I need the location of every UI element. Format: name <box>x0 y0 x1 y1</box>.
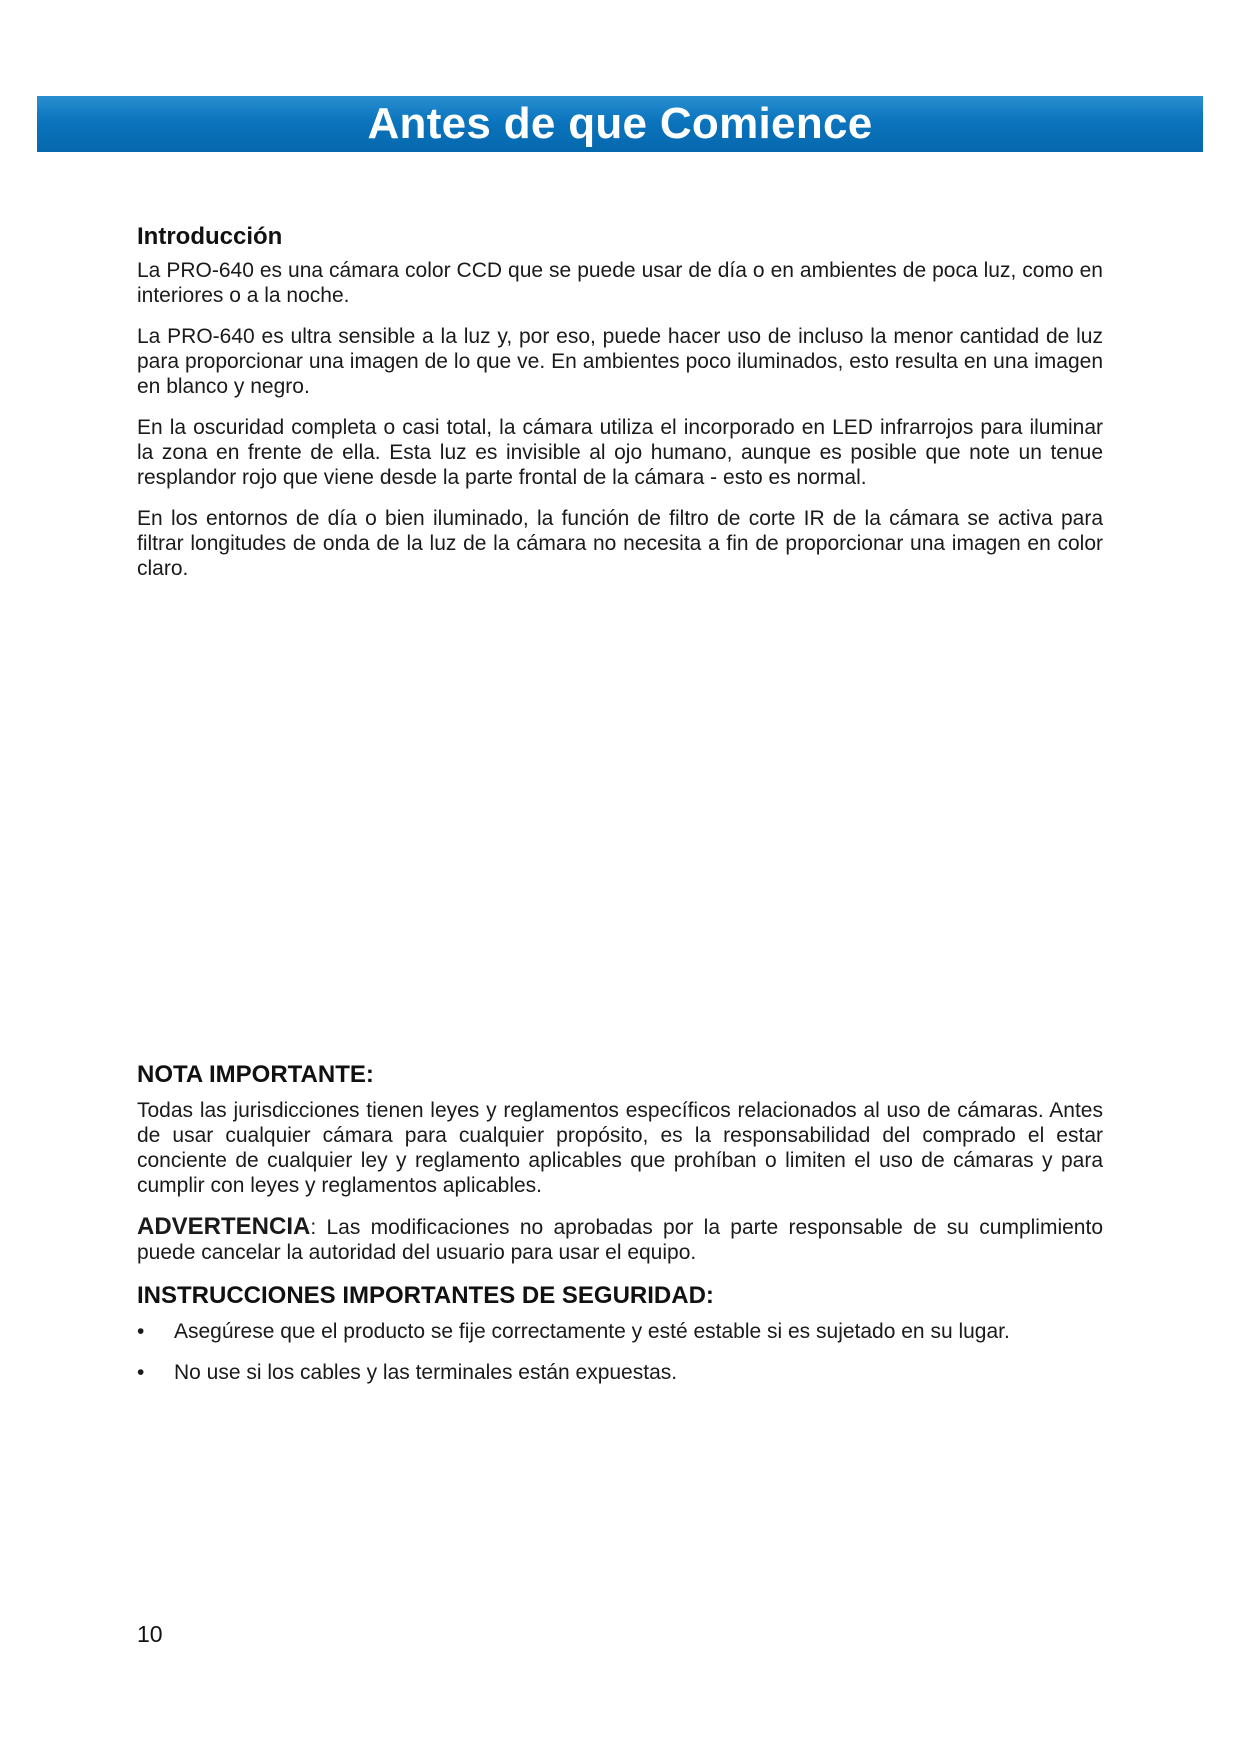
safety-list <box>137 1319 1103 1385</box>
notice-section <box>137 1060 1103 1401</box>
intro-paragraph-3: En la oscuridad completa o casi total, la cámara utiliza el incorporado en LED infrarrojos para iluminar la zona en frente de ella. Esta luz es invisible al ojo humano, aunque es posible que note un tenue resplandor rojo que viene desde la parte frontal de la cámara - esto es normal. <box>137 416 1103 489</box>
title-banner <box>37 96 1203 152</box>
warning-label: ADVERTENCIA <box>137 1213 311 1240</box>
list-item <box>137 1319 1103 1344</box>
warning-text: : Las modificaciones no aprobadas por la parte responsable de su cumplimiento puede cancelar la autoridad del usuario para usar el equipo. <box>137 1216 1103 1264</box>
safety-item-2: No use si los cables y las terminales están expuestas. <box>174 1361 678 1384</box>
page-title: Antes de que Comience <box>367 99 873 148</box>
list-item <box>137 1360 1103 1385</box>
bullet-icon: • <box>137 1320 145 1343</box>
bullet-icon: • <box>137 1361 145 1384</box>
warning-paragraph <box>137 1214 1103 1265</box>
intro-paragraph-4: En los entornos de día o bien iluminado, la función de filtro de corte IR de la cámara se activa para filtrar longitudes de onda de la luz de la cámara no necesita a fin de proporcionar una imagen en color claro. <box>137 507 1103 580</box>
nota-heading: NOTA IMPORTANTE: <box>137 1061 374 1088</box>
safety-item-1: Asegúrese que el producto se fije correctamente y esté estable si es sujetado en su lugar. <box>174 1320 1010 1343</box>
intro-heading: Introducción <box>137 223 283 250</box>
intro-paragraph-1: La PRO-640 es una cámara color CCD que se puede usar de día o en ambientes de poca luz, como en interiores o a la noche. <box>137 259 1103 307</box>
intro-paragraph-2: La PRO-640 es ultra sensible a la luz y, por eso, puede hacer uso de incluso la menor cantidad de luz para proporcionar una imagen de lo que ve. En ambientes poco iluminados, esto resulta en una imagen en blanco y negro. <box>137 325 1103 398</box>
nota-paragraph: Todas las jurisdicciones tienen leyes y reglamentos específicos relacionados al uso de cámaras. Antes de usar cualquier cámara para cualquier propósito, es la responsabilidad del comprado el estar conciente de cualquier ley y reglamento aplicables que prohíban o limiten el uso de cámaras y para cumplir con leyes y reglamentos aplicables. <box>137 1099 1103 1197</box>
intro-section <box>137 222 1103 597</box>
page-number: 10 <box>137 1621 163 1647</box>
safety-heading: INSTRUCCIONES IMPORTANTES DE SEGURIDAD: <box>137 1282 714 1309</box>
